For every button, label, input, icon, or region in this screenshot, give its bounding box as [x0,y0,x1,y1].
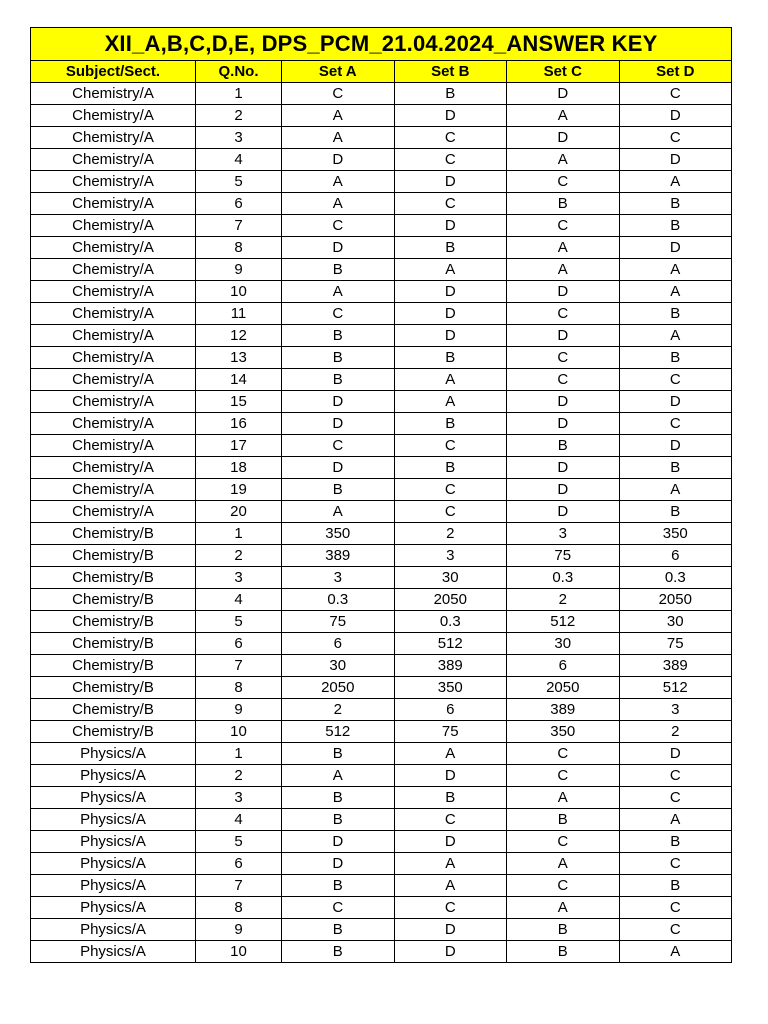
table-row [31,765,732,787]
question-number-cell: 10 [196,941,282,963]
set-b-answer-cell: 0.3 [394,611,507,633]
set-d-answer-cell: 2 [619,721,732,743]
set-c-answer-cell: 512 [507,611,620,633]
set-d-answer-cell: 3 [619,699,732,721]
set-c-answer-cell: C [507,765,620,787]
subject-section-cell: Chemistry/A [31,105,196,127]
header-set-d: Set D [619,61,732,83]
set-c-answer-cell: C [507,347,620,369]
table-row [31,325,732,347]
set-a-answer-cell: D [282,457,395,479]
set-c-answer-cell: D [507,127,620,149]
set-a-answer-cell: 3 [282,567,395,589]
question-number-cell: 6 [196,193,282,215]
answer-key-sheet [30,27,731,963]
set-b-answer-cell: C [394,809,507,831]
set-b-answer-cell: 389 [394,655,507,677]
subject-section-cell: Chemistry/A [31,501,196,523]
question-number-cell: 12 [196,325,282,347]
set-b-answer-cell: D [394,105,507,127]
set-d-answer-cell: C [619,369,732,391]
set-a-answer-cell: C [282,215,395,237]
set-a-answer-cell: B [282,479,395,501]
question-number-cell: 7 [196,875,282,897]
set-a-answer-cell: C [282,897,395,919]
table-row [31,589,732,611]
set-b-answer-cell: D [394,765,507,787]
table-row [31,699,732,721]
subject-section-cell: Chemistry/A [31,457,196,479]
set-a-answer-cell: B [282,941,395,963]
question-number-cell: 6 [196,633,282,655]
subject-section-cell: Chemistry/A [31,369,196,391]
subject-section-cell: Chemistry/B [31,523,196,545]
set-d-answer-cell: C [619,765,732,787]
set-b-answer-cell: C [394,435,507,457]
set-a-answer-cell: A [282,765,395,787]
set-b-answer-cell: B [394,457,507,479]
set-b-answer-cell: A [394,875,507,897]
header-set-b: Set B [394,61,507,83]
set-d-answer-cell: A [619,171,732,193]
question-number-cell: 1 [196,83,282,105]
subject-section-cell: Chemistry/A [31,325,196,347]
subject-section-cell: Physics/A [31,919,196,941]
subject-section-cell: Chemistry/A [31,215,196,237]
subject-section-cell: Chemistry/A [31,259,196,281]
header-set-c: Set C [507,61,620,83]
set-c-answer-cell: D [507,479,620,501]
question-number-cell: 10 [196,281,282,303]
set-d-answer-cell: 512 [619,677,732,699]
set-b-answer-cell: B [394,347,507,369]
set-c-answer-cell: 350 [507,721,620,743]
set-d-answer-cell: D [619,105,732,127]
set-b-answer-cell: B [394,83,507,105]
set-c-answer-cell: A [507,259,620,281]
set-b-answer-cell: C [394,193,507,215]
question-number-cell: 7 [196,655,282,677]
table-row [31,897,732,919]
set-a-answer-cell: B [282,369,395,391]
set-a-answer-cell: D [282,831,395,853]
question-number-cell: 2 [196,105,282,127]
set-d-answer-cell: B [619,831,732,853]
page-title: XII_A,B,C,D,E, DPS_PCM_21.04.2024_ANSWER KEY [31,28,732,61]
set-d-answer-cell: 30 [619,611,732,633]
set-c-answer-cell: A [507,149,620,171]
set-c-answer-cell: C [507,875,620,897]
question-number-cell: 1 [196,523,282,545]
question-number-cell: 20 [196,501,282,523]
question-number-cell: 18 [196,457,282,479]
set-b-answer-cell: 3 [394,545,507,567]
question-number-cell: 9 [196,259,282,281]
set-a-answer-cell: D [282,413,395,435]
set-c-answer-cell: 3 [507,523,620,545]
set-d-answer-cell: B [619,347,732,369]
set-c-answer-cell: D [507,457,620,479]
set-a-answer-cell: C [282,303,395,325]
set-c-answer-cell: 6 [507,655,620,677]
question-number-cell: 9 [196,699,282,721]
set-a-answer-cell: B [282,743,395,765]
subject-section-cell: Physics/A [31,787,196,809]
set-a-answer-cell: C [282,83,395,105]
set-b-answer-cell: 75 [394,721,507,743]
subject-section-cell: Chemistry/A [31,171,196,193]
set-c-answer-cell: A [507,787,620,809]
table-row [31,259,732,281]
table-row [31,831,732,853]
set-d-answer-cell: C [619,853,732,875]
table-row [31,853,732,875]
set-a-answer-cell: D [282,391,395,413]
set-d-answer-cell: 75 [619,633,732,655]
set-d-answer-cell: B [619,501,732,523]
table-row [31,281,732,303]
subject-section-cell: Chemistry/A [31,303,196,325]
set-d-answer-cell: C [619,127,732,149]
subject-section-cell: Chemistry/A [31,391,196,413]
set-a-answer-cell: A [282,127,395,149]
column-header-row [31,61,732,83]
set-b-answer-cell: B [394,237,507,259]
set-c-answer-cell: D [507,83,620,105]
set-b-answer-cell: D [394,941,507,963]
set-c-answer-cell: A [507,105,620,127]
set-a-answer-cell: D [282,237,395,259]
question-number-cell: 4 [196,589,282,611]
set-d-answer-cell: A [619,281,732,303]
question-number-cell: 2 [196,545,282,567]
set-c-answer-cell: A [507,897,620,919]
set-d-answer-cell: D [619,391,732,413]
set-d-answer-cell: D [619,435,732,457]
set-b-answer-cell: D [394,831,507,853]
set-d-answer-cell: A [619,259,732,281]
set-c-answer-cell: C [507,743,620,765]
question-number-cell: 10 [196,721,282,743]
set-c-answer-cell: B [507,809,620,831]
set-c-answer-cell: A [507,853,620,875]
subject-section-cell: Chemistry/A [31,127,196,149]
set-d-answer-cell: B [619,875,732,897]
set-a-answer-cell: A [282,105,395,127]
set-b-answer-cell: C [394,127,507,149]
set-d-answer-cell: C [619,787,732,809]
set-c-answer-cell: C [507,171,620,193]
set-d-answer-cell: B [619,215,732,237]
set-d-answer-cell: C [619,897,732,919]
set-d-answer-cell: 0.3 [619,567,732,589]
set-a-answer-cell: 350 [282,523,395,545]
set-b-answer-cell: C [394,501,507,523]
subject-section-cell: Chemistry/B [31,655,196,677]
question-number-cell: 5 [196,831,282,853]
set-a-answer-cell: 75 [282,611,395,633]
subject-section-cell: Physics/A [31,831,196,853]
set-b-answer-cell: A [394,391,507,413]
question-number-cell: 8 [196,897,282,919]
set-a-answer-cell: 2050 [282,677,395,699]
subject-section-cell: Physics/A [31,765,196,787]
table-row [31,479,732,501]
set-b-answer-cell: 350 [394,677,507,699]
question-number-cell: 9 [196,919,282,941]
header-question-number: Q.No. [196,61,282,83]
set-b-answer-cell: D [394,215,507,237]
set-d-answer-cell: 6 [619,545,732,567]
subject-section-cell: Physics/A [31,853,196,875]
set-a-answer-cell: 0.3 [282,589,395,611]
set-c-answer-cell: 75 [507,545,620,567]
set-c-answer-cell: D [507,325,620,347]
table-row [31,413,732,435]
set-a-answer-cell: 389 [282,545,395,567]
table-row [31,523,732,545]
question-number-cell: 4 [196,809,282,831]
question-number-cell: 17 [196,435,282,457]
set-a-answer-cell: B [282,347,395,369]
set-d-answer-cell: C [619,413,732,435]
set-b-answer-cell: D [394,303,507,325]
set-d-answer-cell: A [619,809,732,831]
table-row [31,545,732,567]
subject-section-cell: Physics/A [31,897,196,919]
table-row [31,149,732,171]
question-number-cell: 4 [196,149,282,171]
question-number-cell: 3 [196,567,282,589]
set-a-answer-cell: 2 [282,699,395,721]
question-number-cell: 15 [196,391,282,413]
question-number-cell: 19 [196,479,282,501]
set-a-answer-cell: B [282,875,395,897]
table-row [31,743,732,765]
question-number-cell: 2 [196,765,282,787]
question-number-cell: 14 [196,369,282,391]
subject-section-cell: Chemistry/B [31,633,196,655]
table-row [31,369,732,391]
table-row [31,215,732,237]
subject-section-cell: Chemistry/A [31,281,196,303]
set-b-answer-cell: A [394,369,507,391]
set-c-answer-cell: 30 [507,633,620,655]
subject-section-cell: Chemistry/A [31,193,196,215]
subject-section-cell: Physics/A [31,941,196,963]
set-c-answer-cell: B [507,193,620,215]
table-row [31,567,732,589]
subject-section-cell: Chemistry/B [31,677,196,699]
subject-section-cell: Chemistry/B [31,699,196,721]
set-a-answer-cell: A [282,281,395,303]
set-b-answer-cell: A [394,853,507,875]
header-set-a: Set A [282,61,395,83]
subject-section-cell: Chemistry/B [31,567,196,589]
set-b-answer-cell: D [394,281,507,303]
set-d-answer-cell: C [619,919,732,941]
set-d-answer-cell: A [619,479,732,501]
table-row [31,875,732,897]
question-number-cell: 8 [196,677,282,699]
subject-section-cell: Chemistry/B [31,721,196,743]
table-row [31,501,732,523]
set-a-answer-cell: D [282,853,395,875]
set-c-answer-cell: B [507,435,620,457]
set-d-answer-cell: 389 [619,655,732,677]
set-a-answer-cell: B [282,259,395,281]
subject-section-cell: Chemistry/A [31,347,196,369]
set-d-answer-cell: 350 [619,523,732,545]
question-number-cell: 11 [196,303,282,325]
set-c-answer-cell: D [507,391,620,413]
question-number-cell: 13 [196,347,282,369]
answer-rows [31,83,732,963]
table-row [31,237,732,259]
subject-section-cell: Chemistry/B [31,589,196,611]
table-row [31,721,732,743]
subject-section-cell: Chemistry/B [31,611,196,633]
question-number-cell: 5 [196,611,282,633]
set-d-answer-cell: D [619,743,732,765]
set-a-answer-cell: B [282,809,395,831]
question-number-cell: 16 [196,413,282,435]
set-d-answer-cell: D [619,237,732,259]
subject-section-cell: Physics/A [31,875,196,897]
set-b-answer-cell: D [394,919,507,941]
set-d-answer-cell: A [619,941,732,963]
subject-section-cell: Chemistry/A [31,479,196,501]
table-row [31,391,732,413]
question-number-cell: 8 [196,237,282,259]
set-c-answer-cell: 2050 [507,677,620,699]
table-row [31,193,732,215]
set-b-answer-cell: C [394,149,507,171]
set-a-answer-cell: A [282,171,395,193]
answer-key-table [30,27,732,963]
set-b-answer-cell: B [394,413,507,435]
set-c-answer-cell: C [507,831,620,853]
set-b-answer-cell: A [394,259,507,281]
set-b-answer-cell: A [394,743,507,765]
table-row [31,127,732,149]
set-a-answer-cell: 6 [282,633,395,655]
set-c-answer-cell: D [507,413,620,435]
set-c-answer-cell: 2 [507,589,620,611]
header-subject-section: Subject/Sect. [31,61,196,83]
set-d-answer-cell: B [619,193,732,215]
set-b-answer-cell: 512 [394,633,507,655]
table-row [31,787,732,809]
subject-section-cell: Chemistry/A [31,237,196,259]
set-a-answer-cell: C [282,435,395,457]
set-d-answer-cell: 2050 [619,589,732,611]
set-c-answer-cell: B [507,919,620,941]
question-number-cell: 1 [196,743,282,765]
set-d-answer-cell: B [619,457,732,479]
set-c-answer-cell: 389 [507,699,620,721]
subject-section-cell: Chemistry/A [31,149,196,171]
question-number-cell: 7 [196,215,282,237]
set-b-answer-cell: D [394,171,507,193]
set-c-answer-cell: D [507,501,620,523]
table-row [31,941,732,963]
table-row [31,677,732,699]
subject-section-cell: Physics/A [31,809,196,831]
set-a-answer-cell: A [282,193,395,215]
set-c-answer-cell: B [507,941,620,963]
table-row [31,457,732,479]
question-number-cell: 3 [196,127,282,149]
table-row [31,633,732,655]
set-a-answer-cell: B [282,325,395,347]
set-b-answer-cell: D [394,325,507,347]
set-d-answer-cell: D [619,149,732,171]
set-c-answer-cell: C [507,215,620,237]
set-d-answer-cell: B [619,303,732,325]
set-b-answer-cell: B [394,787,507,809]
table-row [31,611,732,633]
table-row [31,105,732,127]
table-row [31,303,732,325]
subject-section-cell: Chemistry/A [31,435,196,457]
set-c-answer-cell: C [507,303,620,325]
subject-section-cell: Chemistry/A [31,83,196,105]
table-row [31,347,732,369]
question-number-cell: 3 [196,787,282,809]
subject-section-cell: Chemistry/A [31,413,196,435]
subject-section-cell: Physics/A [31,743,196,765]
set-c-answer-cell: D [507,281,620,303]
set-b-answer-cell: 6 [394,699,507,721]
set-b-answer-cell: 30 [394,567,507,589]
question-number-cell: 5 [196,171,282,193]
table-row [31,435,732,457]
set-a-answer-cell: B [282,787,395,809]
table-row [31,919,732,941]
question-number-cell: 6 [196,853,282,875]
subject-section-cell: Chemistry/B [31,545,196,567]
set-a-answer-cell: 30 [282,655,395,677]
table-row [31,83,732,105]
set-a-answer-cell: A [282,501,395,523]
set-c-answer-cell: 0.3 [507,567,620,589]
set-a-answer-cell: D [282,149,395,171]
set-d-answer-cell: C [619,83,732,105]
set-b-answer-cell: C [394,479,507,501]
table-row [31,171,732,193]
set-c-answer-cell: A [507,237,620,259]
set-b-answer-cell: 2 [394,523,507,545]
table-row [31,809,732,831]
set-c-answer-cell: C [507,369,620,391]
set-a-answer-cell: B [282,919,395,941]
set-b-answer-cell: 2050 [394,589,507,611]
table-row [31,655,732,677]
set-d-answer-cell: A [619,325,732,347]
set-b-answer-cell: C [394,897,507,919]
set-a-answer-cell: 512 [282,721,395,743]
